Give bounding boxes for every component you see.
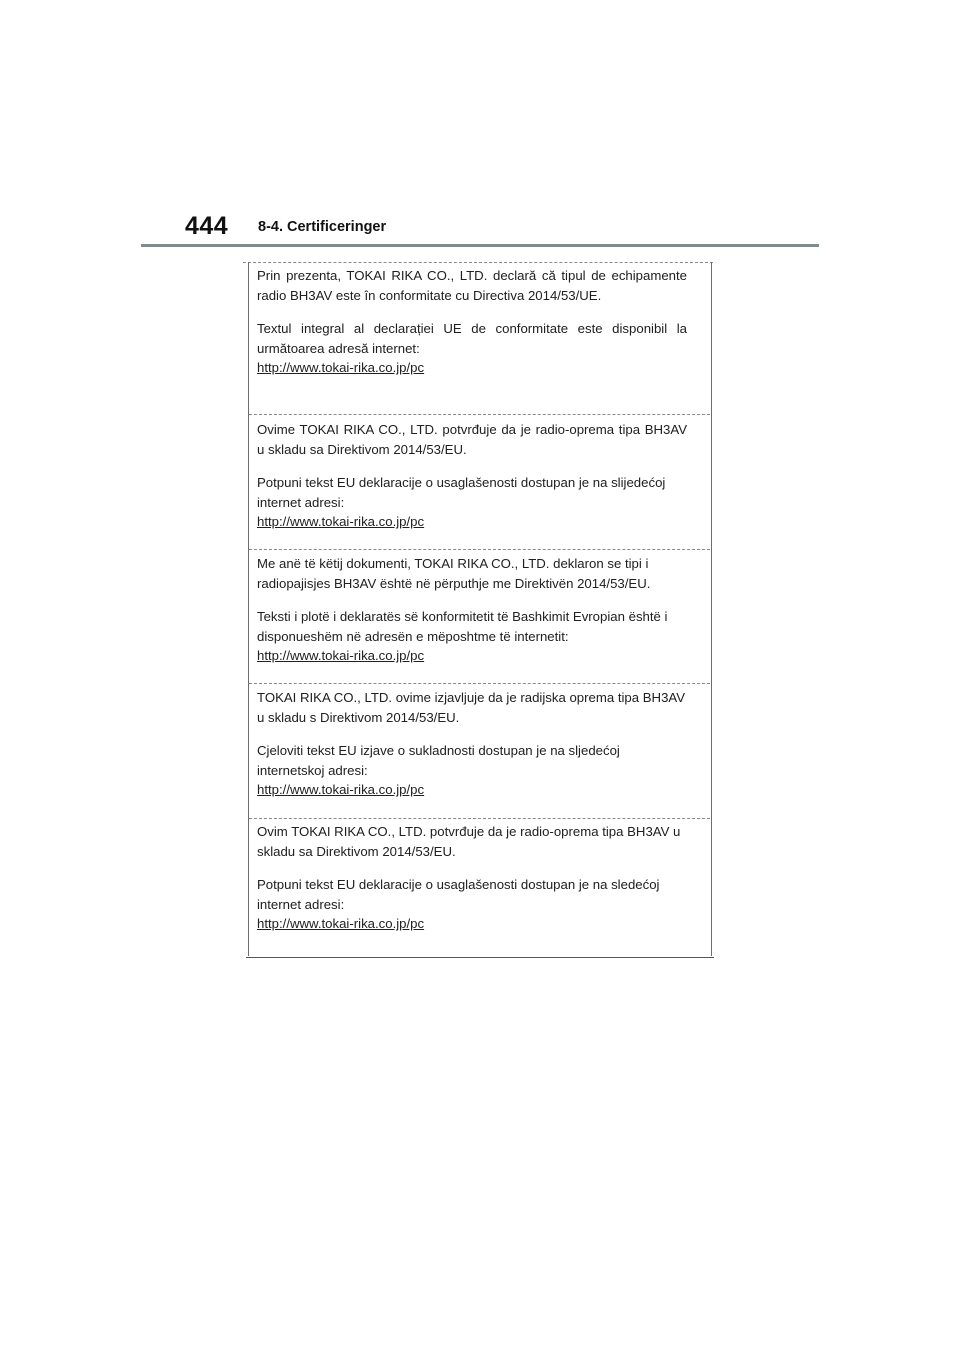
declaration-availability: Textul integral al declarației UE de conformitate este disponibil la următoarea adresă internet:	[257, 321, 687, 356]
declaration-bosnian	[257, 420, 687, 532]
declaration-url-line	[257, 780, 687, 800]
section-divider	[249, 414, 710, 415]
paragraph-gap	[257, 593, 687, 607]
paragraph-gap	[257, 305, 687, 319]
declaration-croatian	[257, 688, 687, 800]
declaration-url-link[interactable]: http://www.tokai-rika.co.jp/pc	[257, 916, 425, 931]
declaration-statement: Me anë të këtij dokumenti, TOKAI RIKA CO., LTD. deklaron se tipi i radiopajisjes BH3AV është në përputhje me Direktivën 2014/53/EU.	[257, 556, 651, 591]
declaration-statement: TOKAI RIKA CO., LTD. ovime izjavljuje da je radijska oprema tipa BH3AV u skladu s Direktivom 2014/53/EU.	[257, 690, 686, 725]
box-bottom-rule	[246, 957, 714, 958]
declaration-availability: Potpuni tekst EU deklaracije o usaglašenosti dostupan je na sledećoj internet adresi:	[257, 877, 660, 912]
paragraph-gap	[257, 459, 687, 473]
page-number: 444	[185, 212, 229, 240]
declaration-url-line	[257, 646, 687, 666]
section-divider	[249, 683, 710, 684]
declaration-url-line	[257, 914, 687, 934]
section-divider	[249, 818, 710, 819]
declaration-statement: Ovime TOKAI RIKA CO., LTD. potvrđuje da je radio-oprema tipa BH3AV u skladu sa Direktivom 2014/53/EU.	[257, 422, 687, 457]
declaration-romanian	[257, 266, 687, 378]
declaration-availability: Cjeloviti tekst EU izjave o sukladnosti dostupan je na sljedećoj internetskoj adresi:	[257, 743, 620, 778]
declaration-statement: Ovim TOKAI RIKA CO., LTD. potvrđuje da je radio-oprema tipa BH3AV u skladu sa Direktivom 2014/53/EU.	[257, 824, 681, 859]
paragraph-gap	[257, 861, 687, 875]
declaration-url-link[interactable]: http://www.tokai-rika.co.jp/pc	[257, 782, 425, 797]
declaration-statement: Prin prezenta, TOKAI RIKA CO., LTD. declară că tipul de echipamente radio BH3AV este în conformitate cu Directiva 2014/53/UE.	[257, 268, 687, 303]
page-header	[0, 0, 960, 250]
declaration-url-link[interactable]: http://www.tokai-rika.co.jp/pc	[257, 514, 425, 529]
declaration-url-link[interactable]: http://www.tokai-rika.co.jp/pc	[257, 648, 425, 663]
paragraph-gap	[257, 727, 687, 741]
header-rule	[141, 244, 819, 247]
declaration-url-line	[257, 358, 687, 378]
declaration-albanian	[257, 554, 687, 666]
declaration-availability: Teksti i plotë i deklaratës së konformitetit të Bashkimit Evropian është i disponueshëm në adresën e mëposhtme të internetit:	[257, 609, 668, 644]
declaration-availability: Potpuni tekst EU deklaracije o usaglašenosti dostupan je na slijedećoj internet adresi:	[257, 475, 666, 510]
section-title: 8-4. Certificeringer	[258, 219, 387, 235]
declaration-serbian	[257, 822, 687, 934]
declaration-url-line	[257, 512, 687, 532]
section-divider	[249, 549, 710, 550]
declaration-url-link[interactable]: http://www.tokai-rika.co.jp/pc	[257, 360, 425, 375]
